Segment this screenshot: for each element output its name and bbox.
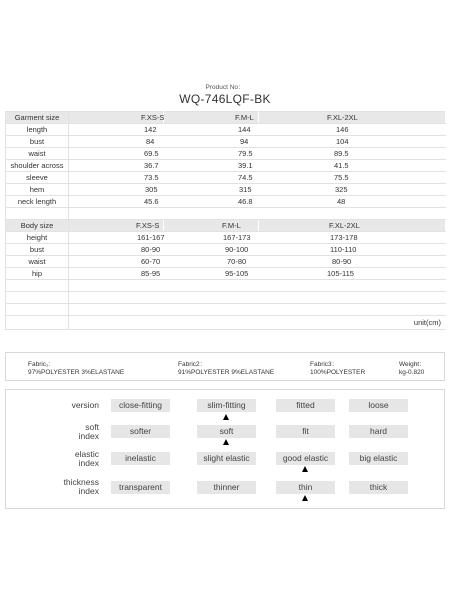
- table-cell: 39.1: [164, 160, 259, 172]
- body-col-m-l: F.M-L: [164, 220, 259, 232]
- spacer-row: [6, 280, 446, 292]
- table-cell: 305: [69, 184, 164, 196]
- garment-size-header-row: [6, 112, 446, 124]
- table-cell: 75.5: [259, 172, 446, 184]
- table-row: [6, 232, 446, 244]
- product-number-label: Product No：: [205, 84, 245, 91]
- fabric-3-label: Fabric3：: [310, 361, 339, 368]
- thickness-index-label-line2: index: [78, 486, 99, 496]
- table-cell: 167-173: [164, 232, 259, 244]
- table-cell: 41.5: [259, 160, 446, 172]
- unit-label: unit(cm): [413, 318, 441, 327]
- soft-index-label: [29, 423, 99, 441]
- table-cell: 85-95: [69, 268, 164, 280]
- version-option-loose: loose: [349, 399, 408, 412]
- row-label: height: [6, 232, 69, 244]
- thickness-index-label: [29, 478, 99, 496]
- soft-option-hard: hard: [349, 425, 408, 438]
- row-label: hem: [6, 184, 69, 196]
- table-cell: 161-167: [69, 232, 164, 244]
- fabric-1-label: Fabric₁:: [28, 361, 51, 368]
- version-label-text: version: [71, 400, 99, 410]
- table-cell: 144: [164, 124, 259, 136]
- table-row: [6, 268, 446, 280]
- fabric-3-value: 100%POLYESTER: [310, 369, 366, 376]
- row-label: waist: [6, 256, 69, 268]
- soft-option-fit: fit: [276, 425, 335, 438]
- elastic-index-label-line1: elastic: [74, 449, 99, 459]
- elastic-option-slight-elastic: slight elastic: [197, 452, 256, 465]
- elastic-index-label: [29, 450, 99, 468]
- garment-size-heading: Garment size: [6, 112, 69, 124]
- table-cell: 60-70: [69, 256, 164, 268]
- table-cell: 95-105: [164, 268, 259, 280]
- table-cell: 173-178: [259, 232, 446, 244]
- table-row: [6, 184, 446, 196]
- table-cell: 90-100: [164, 244, 259, 256]
- soft-option-soft: soft: [197, 425, 256, 438]
- row-label: length: [6, 124, 69, 136]
- table-cell: 89.5: [259, 148, 446, 160]
- table-cell: 79.5: [164, 148, 259, 160]
- table-cell: 94: [164, 136, 259, 148]
- fabric-box: [5, 352, 445, 381]
- thickness-option-thick: thick: [349, 481, 408, 494]
- weight-label: Weight：: [399, 361, 426, 368]
- row-label: neck length: [6, 196, 69, 208]
- soft-option-softer: softer: [111, 425, 170, 438]
- table-cell: 74.5: [164, 172, 259, 184]
- version-option-fitted: fitted: [276, 399, 335, 412]
- garment-col-xs-s: F.XS-S: [69, 112, 164, 124]
- product-code: WQ-746LQF-BK: [179, 92, 271, 106]
- elastic-index-label-line2: index: [78, 458, 99, 468]
- row-label: bust: [6, 136, 69, 148]
- elastic-option-big-elastic: big elastic: [349, 452, 408, 465]
- table-cell: 315: [164, 184, 259, 196]
- table-cell: 48: [259, 196, 446, 208]
- table-cell: 73.5: [69, 172, 164, 184]
- table-row: [6, 196, 446, 208]
- fabric-2-label: Fabric2：: [178, 361, 207, 368]
- table-row: [6, 244, 446, 256]
- table-cell: 146: [259, 124, 446, 136]
- fabric-1-value: 97%POLYESTER 3%ELASTANE: [28, 369, 125, 376]
- table-row: [6, 256, 446, 268]
- version-selected-marker-icon: [223, 414, 229, 420]
- table-cell: 142: [69, 124, 164, 136]
- table-row: [6, 148, 446, 160]
- table-cell: 105-115: [259, 268, 446, 280]
- fabric-3: [310, 361, 365, 377]
- table-cell: 325: [259, 184, 446, 196]
- weight: [399, 361, 426, 377]
- thickness-index-label-line1: thickness: [63, 477, 99, 487]
- version-option-close-fitting: close-fitting: [111, 399, 170, 412]
- table-row: [6, 172, 446, 184]
- row-label: sleeve: [6, 172, 69, 184]
- thickness-option-thinner: thinner: [197, 481, 256, 494]
- fabric-2: [178, 361, 274, 377]
- spacer-row: [6, 304, 446, 316]
- index-box: [5, 389, 445, 509]
- version-label: [29, 401, 99, 410]
- elastic-option-inelastic: inelastic: [111, 452, 170, 465]
- table-row: [6, 160, 446, 172]
- row-label: waist: [6, 148, 69, 160]
- soft-selected-marker-icon: [223, 439, 229, 445]
- garment-col-xl-2xl: F.XL-2XL: [259, 112, 446, 124]
- elastic-option-good-elastic: good elastic: [276, 452, 335, 465]
- size-table: [5, 111, 446, 330]
- body-size-header-row: [6, 220, 446, 232]
- table-cell: 110-110: [259, 244, 446, 256]
- fabric-1: [28, 361, 124, 377]
- table-cell: 45.6: [69, 196, 164, 208]
- soft-index-label-line1: soft: [85, 422, 99, 432]
- unit-row: [6, 316, 446, 330]
- thickness-selected-marker-icon: [302, 495, 308, 501]
- version-option-slim-fitting: slim-fitting: [197, 399, 256, 412]
- weight-value: kg-0.820: [399, 369, 425, 376]
- row-label: shoulder across: [6, 160, 69, 172]
- thickness-option-thin: thin: [276, 481, 335, 494]
- row-label: bust: [6, 244, 69, 256]
- table-cell: 104: [259, 136, 446, 148]
- garment-col-m-l: F.M-L: [164, 112, 259, 124]
- spacer-row: [6, 292, 446, 304]
- table-row: [6, 124, 446, 136]
- spacer-row: [6, 208, 446, 220]
- table-cell: 84: [69, 136, 164, 148]
- thickness-option-transparent: transparent: [111, 481, 170, 494]
- table-row: [6, 136, 446, 148]
- title-block: [0, 82, 450, 106]
- table-cell: 80-90: [69, 244, 164, 256]
- table-cell: 36.7: [69, 160, 164, 172]
- row-label: hip: [6, 268, 69, 280]
- table-cell: 70-80: [164, 256, 259, 268]
- body-size-heading: Body size: [6, 220, 69, 232]
- table-cell: 46.8: [164, 196, 259, 208]
- fabric-2-value: 91%POLYESTER 9%ELASTANE: [178, 369, 275, 376]
- body-col-xs-s: F.XS-S: [69, 220, 164, 232]
- table-cell: 80-90: [259, 256, 446, 268]
- table-cell: 69.5: [69, 148, 164, 160]
- elastic-selected-marker-icon: [302, 466, 308, 472]
- body-col-xl-2xl: F.XL-2XL: [259, 220, 446, 232]
- soft-index-label-line2: index: [78, 431, 99, 441]
